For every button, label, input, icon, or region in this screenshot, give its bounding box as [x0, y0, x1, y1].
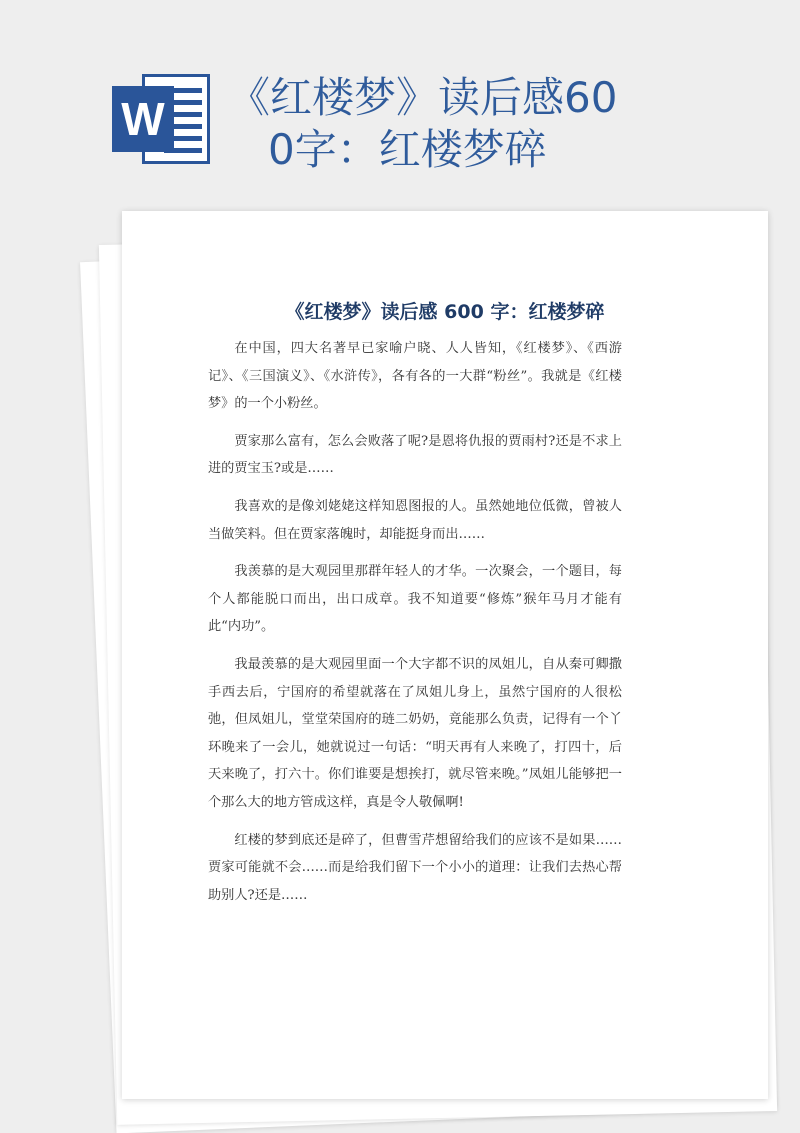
paragraph-5: 我最羡慕的是大观园里面一个大字都不识的凤姐儿，自从秦可卿撒手西去后，宁国府的希望就落在了凤姐儿身上，虽然宁国府的人很松弛，但凤姐儿，堂堂荣国府的琏二奶奶，竟能那么负责，记得有一个丫环晚来了一会儿，她就说过一句话：“明天再有人来晚了，打四十，后天来晚了，打六十。你们谁要是想挨打，就尽管来晚。”凤姐儿能够把一个那么大的地方管成这样，真是令人敬佩啊! — [208, 656, 622, 810]
word-document-icon — [112, 74, 210, 164]
page-title-line-2: 0字：红楼梦碎 — [268, 125, 547, 174]
document-page — [122, 211, 768, 1099]
page-title-line-1: 《红楼梦》读后感60 — [228, 73, 618, 122]
page-title — [228, 72, 668, 176]
header — [0, 0, 800, 200]
document-title: 《红楼梦》读后感 600 字：红楼梦碎 — [285, 301, 605, 323]
paragraph-2: 贾家那么富有，怎么会败落了呢?是恩将仇报的贾雨村?还是不求上进的贾宝玉?或是…… — [208, 433, 622, 477]
paragraph-3: 我喜欢的是像刘姥姥这样知恩图报的人。虽然她地位低微，曾被人当做笑料。但在贾家落魄时，却能挺身而出…… — [208, 498, 622, 542]
word-logo-letter: W — [112, 86, 174, 152]
paragraph-4: 我羡慕的是大观园里那群年轻人的才华。一次聚会，一个题目，每个人都能脱口而出，出口成章。我不知道要“修炼”猴年马月才能有此“内功”。 — [208, 564, 622, 635]
paragraph-1: 在中国，四大名著早已家喻户晓、人人皆知，《红楼梦》、《西游记》、《三国演义》、《水浒传》，各有各的一大群“粉丝”。我就是《红楼梦》的一个小粉丝。 — [208, 341, 622, 412]
document-body — [208, 335, 622, 919]
paragraph-6: 红楼的梦到底还是碎了，但曹雪芹想留给我们的应该不是如果……贾家可能就不会……而是给我们留下一个小小的道理：让我们去热心帮助别人?还是…… — [208, 832, 622, 903]
